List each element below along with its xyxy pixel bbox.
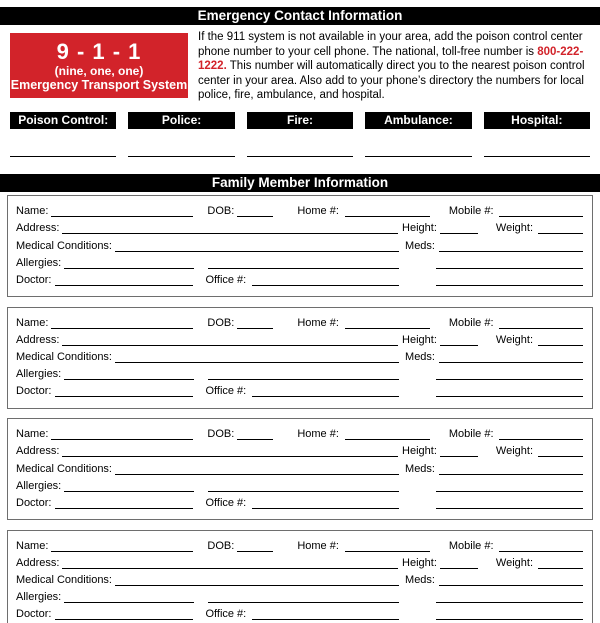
mobile-phone-fill-line[interactable]	[499, 439, 583, 440]
911-subtitle: Emergency Transport System	[10, 77, 188, 92]
medical-conditions-row	[16, 237, 583, 254]
address-row	[16, 555, 583, 572]
name-fill-line[interactable]	[51, 439, 193, 440]
medical-conditions-label: Medical Conditions:	[16, 574, 112, 587]
contact-label-police: Police:	[128, 112, 234, 129]
meds-label: Meds:	[405, 239, 435, 252]
mobile-phone-fill-line[interactable]	[499, 328, 583, 329]
name-label: Name:	[16, 205, 49, 218]
mobile-phone-label: Mobile #:	[448, 539, 494, 552]
allergies-row	[16, 366, 583, 383]
mobile-phone-fill-line[interactable]	[499, 216, 583, 217]
height-label: Height:	[402, 333, 437, 346]
weight-label: Weight:	[495, 333, 533, 346]
address-label: Address:	[16, 556, 60, 569]
allergies-label: Allergies:	[16, 256, 62, 269]
name-fill-line[interactable]	[51, 551, 193, 552]
police-fill-line[interactable]	[128, 146, 234, 157]
name-row	[16, 426, 583, 443]
weight-label: Weight:	[495, 556, 533, 569]
allergies-label: Allergies:	[16, 479, 62, 492]
height-label: Height:	[402, 222, 437, 235]
allergies-row	[16, 255, 583, 272]
doctor-row	[16, 606, 583, 623]
medical-conditions-label: Medical Conditions:	[16, 462, 112, 475]
office-phone-fill-line[interactable]	[252, 285, 399, 286]
name-fill-line[interactable]	[51, 328, 193, 329]
medical-conditions-fill-line[interactable]	[115, 474, 399, 475]
doctor-fill-line[interactable]	[55, 508, 193, 509]
meds-fill-line-2[interactable]	[436, 268, 583, 269]
contact-label-ambulance: Ambulance:	[365, 112, 471, 129]
mobile-phone-fill-line[interactable]	[499, 551, 583, 552]
meds-fill-line-2[interactable]	[436, 602, 583, 603]
doctor-fill-line[interactable]	[55, 619, 193, 620]
office-phone-label: Office #:	[205, 385, 247, 398]
address-fill-line[interactable]	[62, 233, 398, 234]
office-phone-fill-line[interactable]	[252, 396, 399, 397]
medical-conditions-fill-line[interactable]	[115, 585, 399, 586]
meds-fill-line[interactable]	[439, 474, 583, 475]
allergies-fill-line[interactable]	[64, 268, 194, 269]
office-phone-fill-line[interactable]	[252, 508, 399, 509]
meds-fill-line-2[interactable]	[436, 491, 583, 492]
meds-label: Meds:	[405, 574, 435, 587]
doctor-label: Doctor:	[16, 385, 52, 398]
meds-fill-line[interactable]	[439, 585, 583, 586]
allergies-fill-line-2[interactable]	[208, 268, 399, 269]
doctor-row	[16, 272, 583, 289]
family-member-block	[7, 418, 593, 520]
height-fill-line[interactable]	[440, 345, 478, 346]
allergies-fill-line-2[interactable]	[208, 491, 399, 492]
meds-fill-line-3[interactable]	[436, 619, 583, 620]
fire-fill-line[interactable]	[247, 146, 353, 157]
contact-label-fire: Fire:	[247, 112, 353, 129]
height-label: Height:	[402, 556, 437, 569]
allergies-row	[16, 478, 583, 495]
medical-conditions-label: Medical Conditions:	[16, 239, 112, 252]
height-fill-line[interactable]	[440, 233, 478, 234]
meds-fill-line[interactable]	[439, 251, 583, 252]
home-phone-label: Home #:	[297, 316, 339, 329]
office-phone-label: Office #:	[205, 496, 247, 509]
allergies-fill-line-2[interactable]	[208, 602, 399, 603]
dob-label: DOB:	[207, 316, 235, 329]
height-fill-line[interactable]	[440, 456, 478, 457]
home-phone-label: Home #:	[297, 205, 339, 218]
mobile-phone-label: Mobile #:	[448, 205, 494, 218]
doctor-fill-line[interactable]	[55, 285, 193, 286]
contact-label-poison-control: Poison Control:	[10, 112, 116, 129]
intro-text-after: This number will automatically direct you to the nearest poison control center in your area. Also add to your phone’s directory the numbers for local police, fire, ambulance, and hospital.	[198, 60, 585, 102]
weight-fill-line[interactable]	[538, 345, 583, 346]
weight-label: Weight:	[495, 445, 533, 458]
doctor-label: Doctor:	[16, 608, 52, 621]
address-fill-line[interactable]	[62, 568, 398, 569]
doctor-row	[16, 383, 583, 400]
medical-conditions-row	[16, 460, 583, 477]
allergies-fill-line[interactable]	[64, 602, 194, 603]
medical-conditions-row	[16, 349, 583, 366]
dob-fill-line[interactable]	[237, 216, 273, 217]
height-fill-line[interactable]	[440, 568, 478, 569]
allergies-row	[16, 589, 583, 606]
address-label: Address:	[16, 333, 60, 346]
medical-conditions-label: Medical Conditions:	[16, 351, 112, 364]
meds-label: Meds:	[405, 351, 435, 364]
address-row	[16, 220, 583, 237]
office-phone-label: Office #:	[205, 273, 247, 286]
dob-label: DOB:	[207, 428, 235, 441]
allergies-fill-line[interactable]	[64, 379, 194, 380]
address-row	[16, 443, 583, 460]
emergency-contact-fill-lines	[10, 146, 590, 157]
doctor-fill-line[interactable]	[55, 396, 193, 397]
mobile-phone-label: Mobile #:	[448, 316, 494, 329]
name-row	[16, 538, 583, 555]
medical-conditions-fill-line[interactable]	[115, 362, 399, 363]
mobile-phone-label: Mobile #:	[448, 428, 494, 441]
meds-fill-line-2[interactable]	[436, 379, 583, 380]
height-label: Height:	[402, 445, 437, 458]
weight-label: Weight:	[495, 222, 533, 235]
name-label: Name:	[16, 539, 49, 552]
911-red-box	[10, 33, 188, 98]
dob-label: DOB:	[207, 205, 235, 218]
home-phone-fill-line[interactable]	[345, 216, 430, 217]
office-phone-fill-line[interactable]	[252, 619, 399, 620]
home-phone-label: Home #:	[297, 428, 339, 441]
doctor-label: Doctor:	[16, 496, 52, 509]
911-number-words: (nine, one, one)	[54, 63, 144, 78]
hospital-fill-line[interactable]	[484, 146, 590, 157]
weight-fill-line[interactable]	[538, 233, 583, 234]
family-section-header	[0, 174, 600, 192]
family-section-title: Family Member Information	[211, 175, 389, 190]
emergency-section-header	[0, 7, 600, 25]
allergies-fill-line-2[interactable]	[208, 379, 399, 380]
address-label: Address:	[16, 445, 60, 458]
poison-control-phone-number: 800-222-1222.	[198, 45, 584, 73]
911-number: 9 - 1 - 1	[56, 38, 142, 64]
emergency-contacts-row	[10, 112, 590, 129]
poison-control-fill-line[interactable]	[10, 146, 116, 157]
intro-paragraph	[198, 30, 594, 103]
meds-fill-line-3[interactable]	[436, 508, 583, 509]
weight-fill-line[interactable]	[538, 568, 583, 569]
address-fill-line[interactable]	[62, 456, 398, 457]
medical-conditions-fill-line[interactable]	[115, 251, 399, 252]
dob-fill-line[interactable]	[237, 551, 273, 552]
home-phone-fill-line[interactable]	[345, 328, 430, 329]
meds-label: Meds:	[405, 462, 435, 475]
name-label: Name:	[16, 428, 49, 441]
dob-fill-line[interactable]	[237, 439, 273, 440]
home-phone-fill-line[interactable]	[345, 439, 430, 440]
home-phone-fill-line[interactable]	[345, 551, 430, 552]
name-fill-line[interactable]	[51, 216, 193, 217]
allergies-label: Allergies:	[16, 591, 62, 604]
name-label: Name:	[16, 316, 49, 329]
doctor-row	[16, 495, 583, 512]
weight-fill-line[interactable]	[538, 456, 583, 457]
address-label: Address:	[16, 222, 60, 235]
allergies-fill-line[interactable]	[64, 491, 194, 492]
ambulance-fill-line[interactable]	[365, 146, 471, 157]
contact-label-hospital: Hospital:	[484, 112, 590, 129]
home-phone-label: Home #:	[297, 539, 339, 552]
address-fill-line[interactable]	[62, 345, 398, 346]
meds-fill-line[interactable]	[439, 362, 583, 363]
dob-fill-line[interactable]	[237, 328, 273, 329]
dob-label: DOB:	[207, 539, 235, 552]
meds-fill-line-3[interactable]	[436, 396, 583, 397]
medical-conditions-row	[16, 572, 583, 589]
family-member-block	[7, 195, 593, 297]
office-phone-label: Office #:	[205, 608, 247, 621]
family-member-block	[7, 530, 593, 623]
intro-text-before: If the 911 system is not available in your area, add the poison control center phone number to your cell phone. The national, toll-free number is	[198, 31, 583, 58]
meds-fill-line-3[interactable]	[436, 285, 583, 286]
allergies-label: Allergies:	[16, 368, 62, 381]
emergency-section-title: Emergency Contact Information	[197, 8, 403, 23]
family-member-blocks	[7, 195, 593, 623]
name-row	[16, 203, 583, 220]
family-member-block	[7, 307, 593, 409]
doctor-label: Doctor:	[16, 273, 52, 286]
address-row	[16, 332, 583, 349]
name-row	[16, 315, 583, 332]
